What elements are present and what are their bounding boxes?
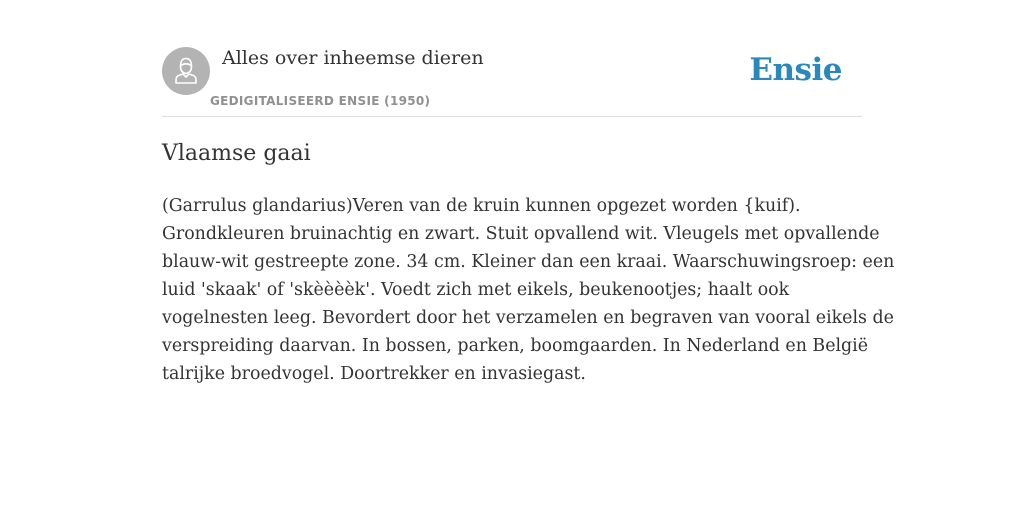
source-subtitle: GEDIGITALISEERD ENSIE (1950) (210, 94, 431, 108)
page (162, 0, 895, 512)
entry-body-line: luid 'skaak' of 'skèèèèk'. Voedt zich met eikels, beukenootjes; haalt ook (162, 280, 790, 300)
user-icon (162, 47, 210, 95)
entry-body (162, 192, 895, 388)
entry-body-line: blauw-wit gestreepte zone. 34 cm. Kleiner dan een kraai. Waarschuwingsroep: een (162, 252, 895, 272)
ensie-logo[interactable]: Ensie (749, 52, 842, 88)
entry-body-line: verspreiding daarvan. In bossen, parken, boomgaarden. In Nederland en België (162, 336, 869, 356)
avatar[interactable] (162, 47, 210, 95)
entry-title: Vlaamse gaai (162, 141, 311, 166)
entry-body-line: vogelnesten leeg. Bevordert door het verzamelen en begraven van vooral eikels de (162, 308, 894, 328)
entry-body-line: talrijke broedvogel. Doortrekker en invasiegast. (162, 364, 586, 384)
header (162, 0, 862, 117)
entry-body-line: Grondkleuren bruinachtig en zwart. Stuit opvallend wit. Vleugels met opvallende (162, 224, 880, 244)
entry-body-line: (Garrulus glandarius)Veren van de kruin kunnen opgezet worden {kuif). (162, 196, 801, 216)
author-link[interactable]: Alles over inheemse dieren (222, 47, 484, 69)
